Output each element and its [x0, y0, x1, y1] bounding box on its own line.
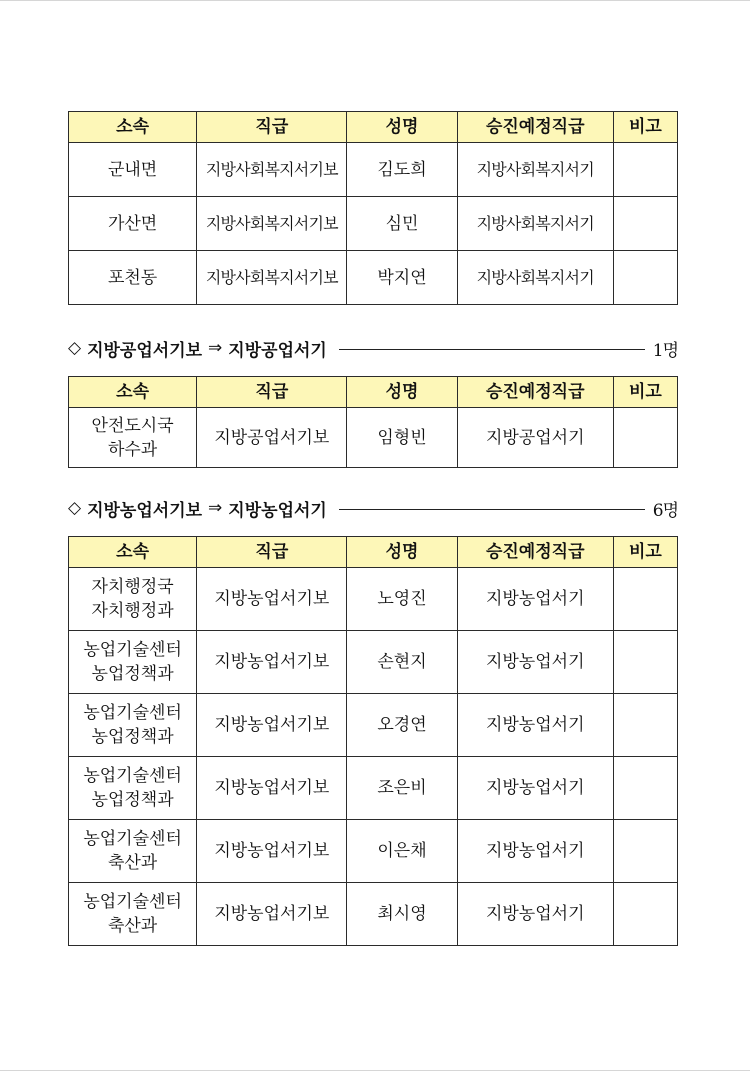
cell-dept: [69, 694, 197, 757]
header-remarks: 비고: [613, 537, 677, 568]
cell-rank: 지방사회복지서기보: [197, 143, 347, 197]
dept-line2: 축산과: [107, 853, 158, 873]
cell-rank: 지방농업서기보: [197, 757, 347, 820]
cell-promo-rank: 지방공업서기: [457, 408, 613, 468]
cell-remarks: [613, 251, 677, 305]
double-arrow-icon: ⇒: [208, 338, 223, 358]
dept-line2: 하수과: [107, 439, 158, 460]
cell-rank: 지방공업서기보: [197, 408, 347, 468]
cell-remarks: [613, 568, 677, 631]
cell-dept: [69, 251, 197, 305]
dept-line2: 자치행정과: [91, 601, 174, 621]
cell-promo-rank: 지방농업서기: [457, 757, 613, 820]
cell-remarks: [613, 883, 677, 946]
dept-line1: 군내면: [107, 159, 158, 180]
cell-remarks: [613, 820, 677, 883]
table-header-row: [69, 377, 678, 408]
cell-rank: 지방농업서기보: [197, 820, 347, 883]
heading-to-rank: 지방공업서기: [228, 340, 327, 361]
cell-name: 손현지: [347, 631, 457, 694]
header-rank: 직급: [197, 112, 347, 143]
heading-from-rank: 지방공업서기보: [87, 340, 203, 361]
diamond-bullet-icon: ◇: [68, 498, 82, 518]
header-dept: 소속: [69, 377, 197, 408]
header-promo-rank: 승진예정직급: [457, 112, 613, 143]
table-row: [69, 820, 678, 883]
cell-name: 김도희: [347, 143, 457, 197]
cell-remarks: [613, 631, 677, 694]
cell-promo-rank: 지방농업서기: [457, 568, 613, 631]
table-row: [69, 197, 678, 251]
dept-line1: 포천동: [107, 267, 158, 288]
cell-name: 이은채: [347, 820, 457, 883]
dept-line1: 안전도시국: [91, 415, 174, 436]
table-row: [69, 251, 678, 305]
heading-from-rank: 지방농업서기보: [87, 500, 203, 521]
cell-rank: 지방사회복지서기보: [197, 251, 347, 305]
dept-line1: 농업기술센터: [83, 829, 182, 849]
header-dept: 소속: [69, 537, 197, 568]
table-row: [69, 568, 678, 631]
leader-line: [339, 509, 645, 510]
dept-line2: 축산과: [107, 916, 158, 936]
table-row: [69, 757, 678, 820]
cell-name: 최시영: [347, 883, 457, 946]
table-row: [69, 631, 678, 694]
cell-name: 박지연: [347, 251, 457, 305]
dept-line1: 농업기술센터: [83, 892, 182, 912]
diamond-bullet-icon: ◇: [68, 338, 82, 358]
cell-promo-rank: 지방농업서기: [457, 820, 613, 883]
cell-dept: [69, 883, 197, 946]
cell-rank: 지방농업서기보: [197, 568, 347, 631]
cell-dept: [69, 408, 197, 468]
cell-name: 심민: [347, 197, 457, 251]
dept-line1: 농업기술센터: [83, 766, 182, 786]
section-heading-industrial: [68, 335, 678, 361]
cell-dept: [69, 631, 197, 694]
cell-remarks: [613, 143, 677, 197]
table-header-row: [69, 537, 678, 568]
header-rank: 직급: [197, 537, 347, 568]
cell-name: 오경연: [347, 694, 457, 757]
dept-line2: 농업정책과: [91, 790, 174, 810]
cell-name: 조은비: [347, 757, 457, 820]
table-header-row: [69, 112, 678, 143]
cell-name: 임형빈: [347, 408, 457, 468]
cell-remarks: [613, 694, 677, 757]
cell-rank: 지방농업서기보: [197, 883, 347, 946]
cell-remarks: [613, 757, 677, 820]
header-name: 성명: [347, 112, 457, 143]
header-promo-rank: 승진예정직급: [457, 537, 613, 568]
promotion-table-social-welfare: [68, 111, 678, 305]
header-rank: 직급: [197, 377, 347, 408]
table-row: [69, 408, 678, 468]
header-remarks: 비고: [613, 377, 677, 408]
cell-rank: 지방농업서기보: [197, 694, 347, 757]
cell-promo-rank: 지방농업서기: [457, 694, 613, 757]
cell-dept: [69, 757, 197, 820]
cell-rank: 지방사회복지서기보: [197, 197, 347, 251]
cell-promo-rank: 지방농업서기: [457, 631, 613, 694]
page-top-border: [0, 0, 750, 1]
cell-dept: [69, 568, 197, 631]
cell-dept: [69, 197, 197, 251]
cell-remarks: [613, 408, 677, 468]
section-heading-agricultural: [68, 495, 678, 521]
cell-promo-rank: 지방사회복지서기: [457, 197, 613, 251]
cell-dept: [69, 143, 197, 197]
leader-line: [339, 349, 645, 350]
header-name: 성명: [347, 537, 457, 568]
cell-name: 노영진: [347, 568, 457, 631]
header-promo-rank: 승진예정직급: [457, 377, 613, 408]
cell-rank: 지방농업서기보: [197, 631, 347, 694]
dept-line2: 농업정책과: [91, 664, 174, 684]
dept-line2: 농업정책과: [91, 727, 174, 747]
heading-to-rank: 지방농업서기: [228, 500, 327, 521]
table-row: [69, 694, 678, 757]
heading-count: 1명: [652, 340, 678, 361]
promotion-table-industrial: [68, 376, 678, 468]
promotion-table-agricultural: [68, 536, 678, 946]
heading-count: 6명: [652, 500, 678, 521]
dept-line1: 농업기술센터: [83, 640, 182, 660]
cell-remarks: [613, 197, 677, 251]
table-row: [69, 143, 678, 197]
dept-line1: 자치행정국: [91, 577, 174, 597]
double-arrow-icon: ⇒: [208, 498, 223, 518]
header-name: 성명: [347, 377, 457, 408]
dept-line1: 가산면: [107, 213, 158, 234]
cell-promo-rank: 지방사회복지서기: [457, 143, 613, 197]
cell-promo-rank: 지방농업서기: [457, 883, 613, 946]
header-dept: 소속: [69, 112, 197, 143]
cell-promo-rank: 지방사회복지서기: [457, 251, 613, 305]
table-row: [69, 883, 678, 946]
cell-dept: [69, 820, 197, 883]
dept-line1: 농업기술센터: [83, 703, 182, 723]
header-remarks: 비고: [613, 112, 677, 143]
